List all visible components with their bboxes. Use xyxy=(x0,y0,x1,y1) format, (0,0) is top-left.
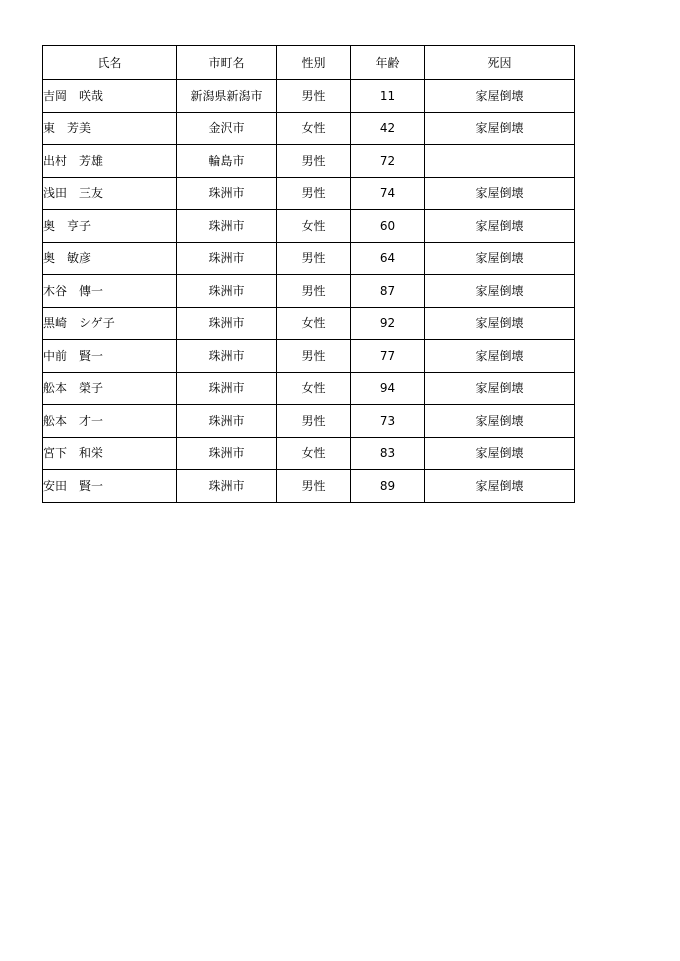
cell-name: 奥 敏彦 xyxy=(43,242,177,275)
cell-name: 中前 賢一 xyxy=(43,340,177,373)
cell-name: 舩本 榮子 xyxy=(43,372,177,405)
header-row xyxy=(43,46,575,80)
cell-sex: 男性 xyxy=(277,242,351,275)
cell-sex: 女性 xyxy=(277,307,351,340)
cell-city: 珠洲市 xyxy=(177,470,277,503)
cell-cause: 家屋倒壊 xyxy=(425,307,575,340)
cell-sex: 男性 xyxy=(277,177,351,210)
cell-age: 72 xyxy=(351,145,425,178)
table-row xyxy=(43,112,575,145)
header-cause: 死因 xyxy=(425,46,575,80)
table-body xyxy=(43,80,575,503)
table-row xyxy=(43,340,575,373)
cell-cause: 家屋倒壊 xyxy=(425,80,575,113)
cell-name: 出村 芳雄 xyxy=(43,145,177,178)
header-sex: 性別 xyxy=(277,46,351,80)
cell-age: 83 xyxy=(351,437,425,470)
cell-age: 87 xyxy=(351,275,425,308)
cell-name: 奥 亨子 xyxy=(43,210,177,243)
cell-age: 92 xyxy=(351,307,425,340)
cell-name: 舩本 才一 xyxy=(43,405,177,438)
cell-cause: 家屋倒壊 xyxy=(425,372,575,405)
table-row xyxy=(43,145,575,178)
header-age: 年齢 xyxy=(351,46,425,80)
cell-city: 珠洲市 xyxy=(177,372,277,405)
cell-age: 89 xyxy=(351,470,425,503)
cell-age: 77 xyxy=(351,340,425,373)
cell-name: 黒崎 シゲ子 xyxy=(43,307,177,340)
header-name: 氏名 xyxy=(43,46,177,80)
cell-age: 94 xyxy=(351,372,425,405)
cell-name: 東 芳美 xyxy=(43,112,177,145)
victims-table xyxy=(42,45,575,503)
cell-cause: 家屋倒壊 xyxy=(425,112,575,145)
cell-cause xyxy=(425,145,575,178)
cell-age: 73 xyxy=(351,405,425,438)
cell-cause: 家屋倒壊 xyxy=(425,210,575,243)
cell-age: 60 xyxy=(351,210,425,243)
table-row xyxy=(43,242,575,275)
table-row xyxy=(43,405,575,438)
cell-city: 新潟県新潟市 xyxy=(177,80,277,113)
table-header xyxy=(43,46,575,80)
cell-sex: 男性 xyxy=(277,470,351,503)
table-row xyxy=(43,210,575,243)
cell-cause: 家屋倒壊 xyxy=(425,242,575,275)
cell-city: 珠洲市 xyxy=(177,340,277,373)
table-row xyxy=(43,80,575,113)
cell-city: 珠洲市 xyxy=(177,307,277,340)
cell-sex: 女性 xyxy=(277,372,351,405)
cell-age: 74 xyxy=(351,177,425,210)
cell-name: 吉岡 咲哉 xyxy=(43,80,177,113)
cell-sex: 女性 xyxy=(277,437,351,470)
table-row xyxy=(43,470,575,503)
cell-sex: 男性 xyxy=(277,145,351,178)
cell-cause: 家屋倒壊 xyxy=(425,340,575,373)
cell-city: 珠洲市 xyxy=(177,405,277,438)
cell-cause: 家屋倒壊 xyxy=(425,405,575,438)
cell-sex: 女性 xyxy=(277,112,351,145)
cell-sex: 男性 xyxy=(277,405,351,438)
cell-city: 珠洲市 xyxy=(177,177,277,210)
cell-cause: 家屋倒壊 xyxy=(425,275,575,308)
cell-cause: 家屋倒壊 xyxy=(425,177,575,210)
cell-sex: 男性 xyxy=(277,80,351,113)
cell-cause: 家屋倒壊 xyxy=(425,437,575,470)
cell-city: 金沢市 xyxy=(177,112,277,145)
table-row xyxy=(43,177,575,210)
cell-city: 珠洲市 xyxy=(177,210,277,243)
cell-city: 珠洲市 xyxy=(177,437,277,470)
header-city: 市町名 xyxy=(177,46,277,80)
cell-name: 宮下 和栄 xyxy=(43,437,177,470)
cell-sex: 男性 xyxy=(277,275,351,308)
cell-sex: 女性 xyxy=(277,210,351,243)
cell-name: 安田 賢一 xyxy=(43,470,177,503)
table-row xyxy=(43,275,575,308)
table-row xyxy=(43,437,575,470)
cell-name: 木谷 傳一 xyxy=(43,275,177,308)
table-row xyxy=(43,372,575,405)
cell-sex: 男性 xyxy=(277,340,351,373)
cell-cause: 家屋倒壊 xyxy=(425,470,575,503)
cell-name: 浅田 三友 xyxy=(43,177,177,210)
cell-age: 11 xyxy=(351,80,425,113)
cell-age: 64 xyxy=(351,242,425,275)
table-row xyxy=(43,307,575,340)
cell-city: 珠洲市 xyxy=(177,275,277,308)
cell-city: 珠洲市 xyxy=(177,242,277,275)
cell-age: 42 xyxy=(351,112,425,145)
cell-city: 輪島市 xyxy=(177,145,277,178)
